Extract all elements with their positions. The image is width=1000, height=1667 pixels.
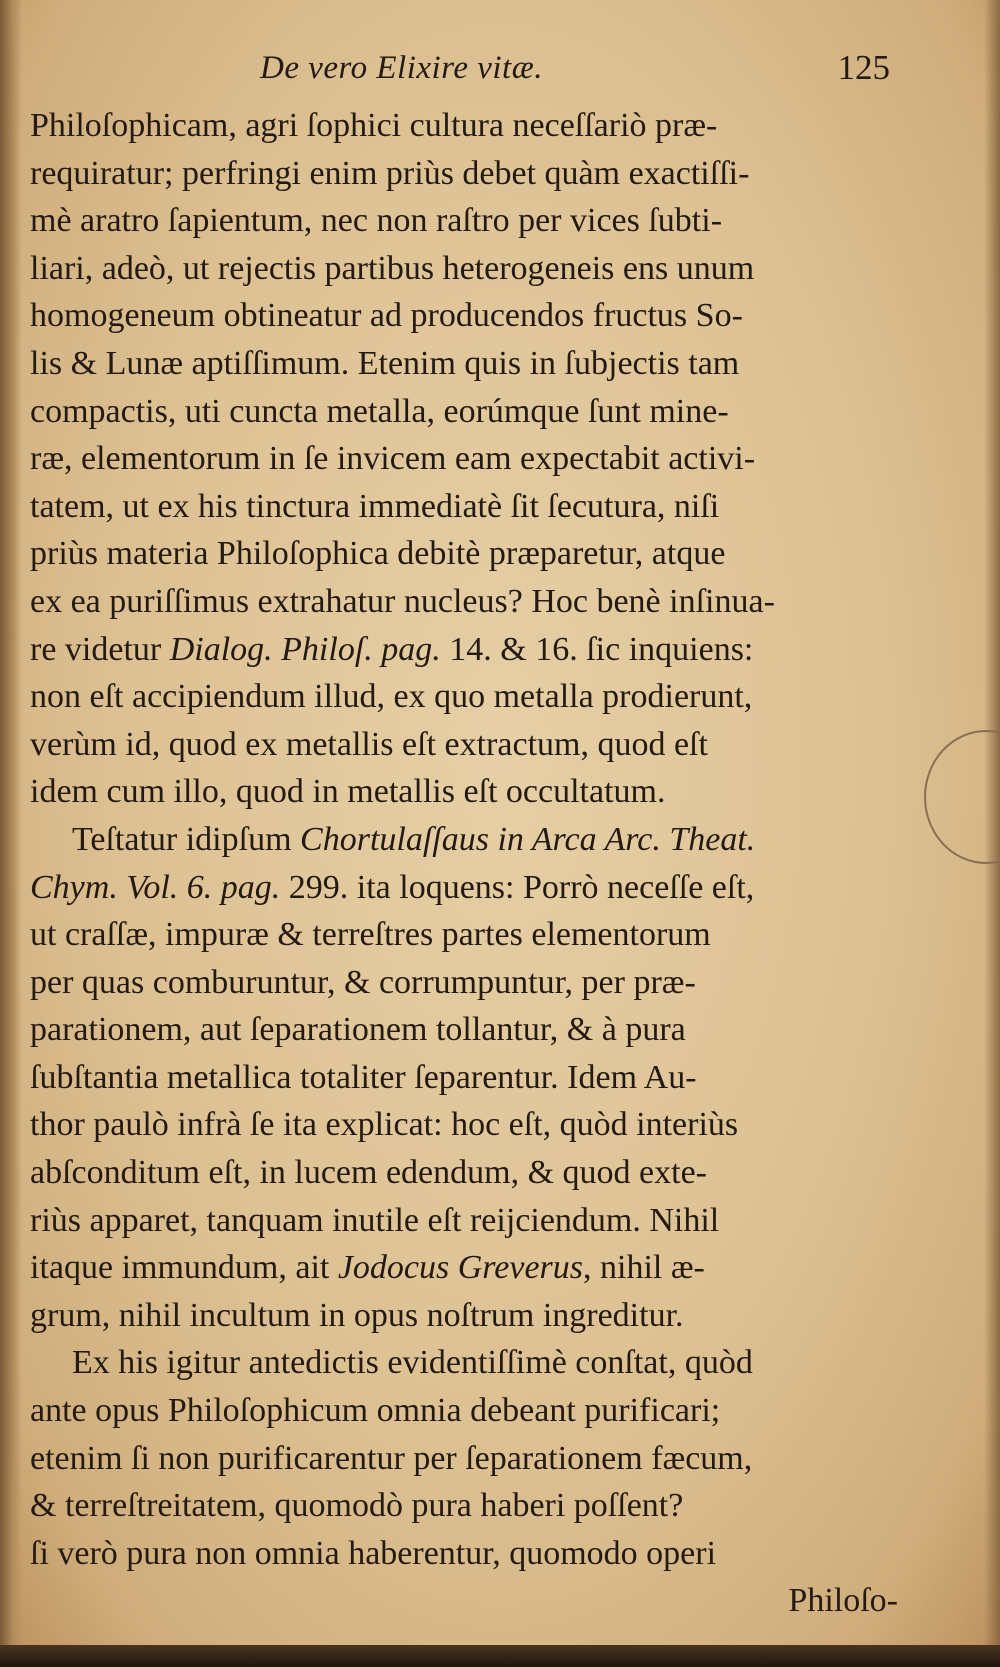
text-line: Philoſophicam, agri ſophici cultura neceſſariò præ- [30,107,718,144]
text-line: liari, adeò, ut rejectis partibus heterogeneis ens unum [30,249,755,287]
text-line: riùs apparet, tanquam inutile eſt reijciendum. Nihil [30,1201,720,1239]
text-line: non eſt accipiendum illud, ex quo metalla prodierunt, [30,678,753,716]
running-title: De vero Elixire vitæ. [260,50,543,86]
text-line: & terreſtreitatem, quomodò pura haberi poſſent? [30,1487,684,1525]
text-line: ex ea puriſſimus extrahatur nucleus? Hoc benè inſinua- [30,582,775,620]
page-left-edge [0,0,22,1667]
text-line: ſubſtantia metallica totaliter ſeparentur. Idem Au- [30,1058,697,1096]
text-line: priùs materia Philoſophica debitè præparetur, atque [30,535,726,573]
text-line: verùm id, quod ex metallis eſt extractum, quod eſt [30,725,708,763]
text-line: parationem, aut ſeparationem tollantur, & à pura [30,1011,686,1049]
text-line: homogeneum obtineatur ad producendos fructus So- [30,297,743,335]
text-line: Ex his igitur antedictis evidentiſſimè conſtat, quòd [72,1344,753,1382]
citation: Chym. Vol. 6. pag. [30,868,281,906]
page-clip-outline [924,730,1000,864]
text-line: grum, nihil incultum in opus noſtrum ingreditur. [30,1296,684,1334]
citation: Chortulaſſaus in Arca Arc. Theat. [300,820,756,858]
citation: Dialog. Philoſ. pag. [169,630,441,668]
text-line: per quas comburuntur, & corrumpuntur, per præ- [30,963,696,1001]
text-line: requiratur; perfringi enim priùs debet quàm exactiſſi- [30,154,750,192]
text-line: itaque immundum, ait Jodocus Greverus, nihil æ- [30,1249,705,1287]
text-line: ante opus Philoſophicum omnia debeant purificari; [30,1392,721,1430]
text-line: thor paulò infrà ſe ita explicat: hoc eſt, quòd interiùs [30,1106,739,1144]
text-line: Teſtatur idipſum Chortulaſſaus in Arca Arc. Theat. [72,820,756,858]
text-line: idem cum illo, quod in metallis eſt occultatum. [30,773,666,811]
text-line: etenim ſi non purificarentur per ſeparationem fæcum, [30,1439,753,1477]
page-header [30,44,920,100]
text-line: abſconditum eſt, in lucem edendum, & quod exte- [30,1154,707,1192]
page-number: 125 [837,48,890,87]
citation: Jodocus Greverus [337,1249,584,1287]
text-line: Chym. Vol. 6. pag. 299. ita loquens: Porrò neceſſe eſt, [30,868,755,906]
body-text [30,102,920,1625]
text-line: lis & Lunæ aptiſſimum. Etenim quis in ſubjectis tam [30,344,740,382]
page-bottom-edge [0,1645,1000,1667]
text-line: ut craſſæ, impuræ & terreſtres partes elementorum [30,916,711,954]
text-line: tatem, ut ex his tinctura immediatè ſit ſecutura, niſi [30,487,720,525]
text-line: ræ, elementorum in ſe invicem eam expectabit activi- [30,440,756,478]
text-line: compactis, uti cuncta metalla, eorúmque ſunt mine- [30,392,729,430]
text-line: re videtur Dialog. Philoſ. pag. 14. & 16. ſic inquiens: [30,630,754,668]
catchword: Philoſo- [788,1582,898,1620]
text-line: mè aratro ſapientum, nec non raſtro per vices ſubti- [30,202,723,240]
text-line: ſi verò pura non omnia haberentur, quomodo operi [30,1534,717,1572]
